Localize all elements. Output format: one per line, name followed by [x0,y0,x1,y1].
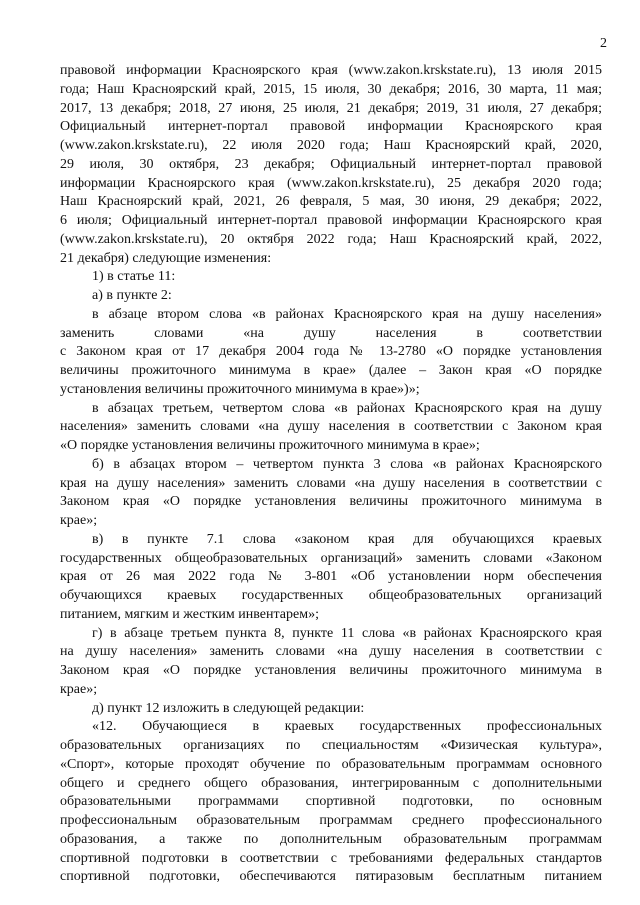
text-line: образовательными программами спортивной подготовки, по основным [60,794,602,810]
text-line: образования, а также по дополнительным образовательным программам [60,831,602,847]
text-line: «Спорт», которые проходят обучение по образовательным программам основного [60,756,602,772]
text-line: спортивной подготовки, обеспечиваются пятиразовым бесплатным питанием [60,869,602,885]
text-line: Законом края «О порядке установления величины прожиточного минимума в [60,663,602,678]
text-line: в абзаце втором слова «в районах Красноярского края на душу населения» [92,306,602,322]
text-line: года; Наш Красноярский край, 2015, 15 июля, 30 декабря; 2016, 30 марта, 11 мая; [60,81,602,97]
text-line: «О порядке установления величины прожиточного минимума в крае»; [60,438,480,453]
text-line: «12. Обучающиеся в краевых государственных профессиональных [92,719,602,735]
text-line: 21 декабря) следующие изменения: [60,250,272,266]
text-line: Наш Красноярский край, 2021, 26 февраля, 5 мая, 30 июня, 29 декабря; 2022, [60,194,602,210]
text-line: государственных общеобразовательных организаций» заменить словами «Законом [60,550,602,566]
text-line: питанием, мягким и жестким инвентарем»; [60,606,319,622]
text-line: Законом края «О порядке установления величины прожиточного минимума в [60,494,602,510]
text-line: г) в абзаце третьем пункта 8, пункте 11 слова «в районах Красноярского края [92,625,602,641]
text-line: установления величины прожиточного минимума в крае»)»; [60,381,420,397]
text-line: образовательных организациях по специальностям «Физическая культура», [60,738,602,753]
text-line: профессиональным образовательным программам среднего профессионального [60,813,602,828]
text-line: спортивной подготовки в соответствии с требованиями федеральных стандартов [60,850,602,866]
text-line: (www.zakon.krskstate.ru), 20 октября 2022 года; Наш Красноярский край, 2022, [60,231,602,247]
text-line: обучающихся краевых государственных общеобразовательных организаций [60,588,602,603]
text-line: заменить словами «на душу населения в соответствии [60,325,602,341]
text-line: общего и среднего общего образования, интегрированным с дополнительными [60,775,602,791]
document-body [60,62,602,887]
text-line: а) в пункте 2: [92,288,172,303]
text-line: в) в пункте 7.1 слова «законом края для обучающихся краевых [92,531,602,547]
text-line: информации Красноярского края (www.zakon.krskstate.ru), 25 декабря 2020 года; [60,175,602,191]
text-line: 2017, 13 декабря; 2018, 27 июня, 25 июля, 21 декабря; 2019, 31 июля, 27 декабря; [60,100,602,116]
text-line: Официальный интернет-портал правовой информации Красноярского края [60,119,602,135]
text-line: с Законом края от 17 декабря 2004 года № 13-2780 «О порядке установления [60,344,602,360]
text-line: населения» заменить словами «на душу населения в соответствии с Законом края [60,419,602,435]
text-line: 6 июля; Официальный интернет-портал правовой информации Красноярского края [60,213,602,228]
text-line: б) в абзацах втором – четвертом пункта 3 слова «в районах Красноярского [92,456,602,472]
page-number: 2 [600,36,607,51]
text-line: в абзацах третьем, четвертом слова «в районах Красноярского края на душу [92,400,602,416]
text-line: (www.zakon.krskstate.ru), 22 июля 2020 года; Наш Красноярский край, 2020, [60,138,602,153]
text-line: на душу населения» заменить словами «на душу населения в соответствии с [60,644,602,660]
text-line: д) пункт 12 изложить в следующей редакции: [92,700,365,716]
text-line: 29 июля, 30 октября, 23 декабря; Официальный интернет-портал правовой [60,156,602,172]
text-line: величины прожиточного минимума в крае» (далее – Закон края «О порядке [60,363,602,378]
text-line: крае»; [60,513,98,528]
text-line: крае»; [60,681,98,697]
text-line: 1) в статье 11: [92,269,176,285]
text-line: края от 26 мая 2022 года № 3-801 «Об установлении норм обеспечения [60,569,602,585]
text-line: правовой информации Красноярского края (www.zakon.krskstate.ru), 13 июля 2015 [60,63,602,78]
text-line: края на душу населения» заменить словами «на душу населения в соответствии с [60,475,602,491]
